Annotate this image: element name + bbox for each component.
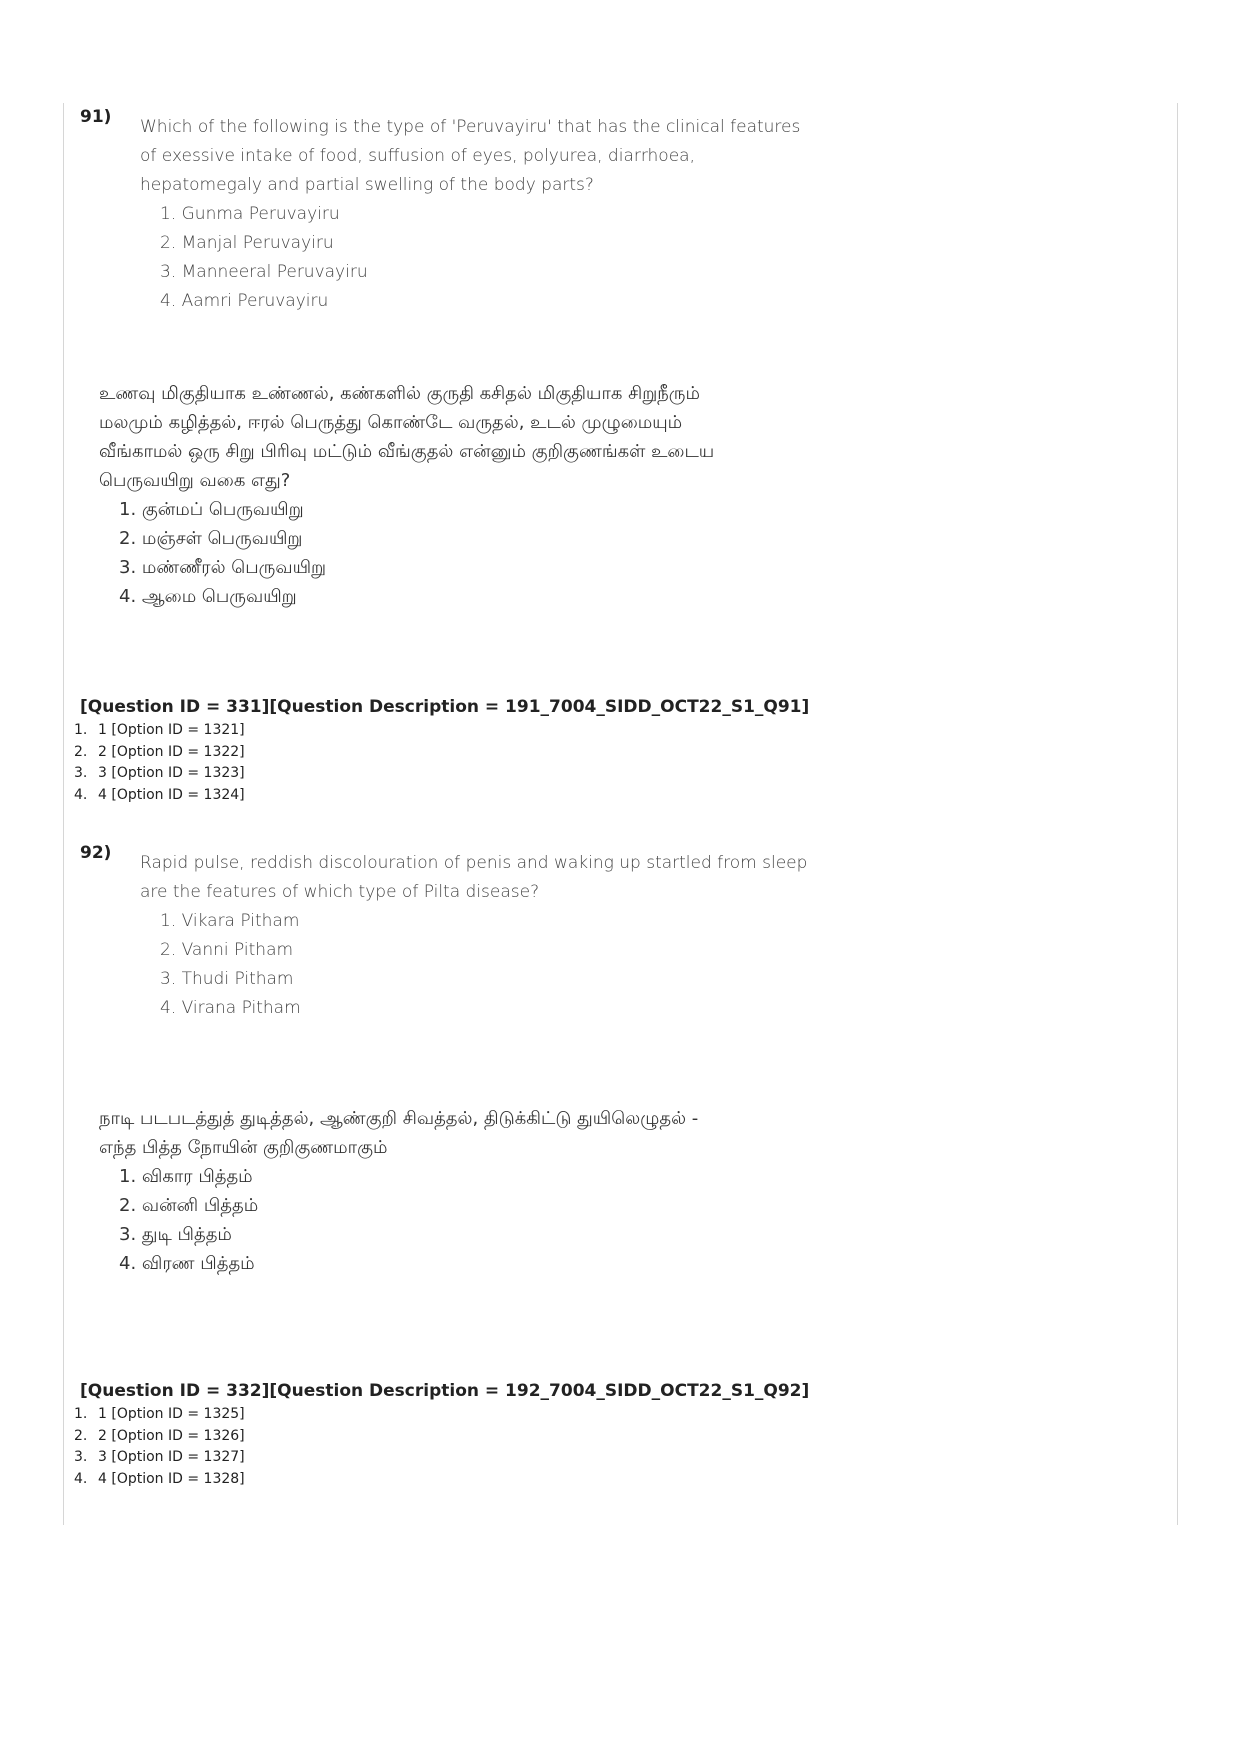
question-text-tamil	[99, 379, 739, 611]
option-item: 4. Virana Pitham	[160, 998, 301, 1018]
option-id-item: 2. 2 [Option ID = 1326]	[74, 1427, 245, 1444]
question-stem: Rapid pulse, reddish discolouration of penis and waking up startled from sleep are the features of which type of Pilta disease?	[140, 853, 808, 902]
question-meta: [Question ID = 331][Question Description = 191_7004_SIDD_OCT22_S1_Q91]	[80, 697, 810, 717]
option-item: 3. மண்ணீரல் பெருவயிறு	[119, 557, 327, 578]
option-list	[140, 907, 820, 1023]
question-number: 92)	[80, 843, 112, 863]
option-id-item: 3. 3 [Option ID = 1323]	[74, 765, 245, 781]
option-item: 1. குன்மப் பெருவயிறு	[119, 499, 304, 520]
option-item: 4. Aamri Peruvayiru	[160, 291, 329, 311]
option-item: 4. ஆமை பெருவயிறு	[119, 586, 297, 607]
option-id-item: 3. 3 [Option ID = 1327]	[74, 1449, 245, 1465]
option-item: 1. விகார பித்தம்	[119, 1166, 253, 1187]
question-stem: உணவு மிகுதியாக உண்ணல், கண்களில் குருதி கசிதல் மிகுதியாக சிறுநீரும் மலமும் கழித்தல், ஈரல் பெருத்து கொண்டே வருதல், உடல் முழுமையும் வீங்காமல் ஒரு சிறு பிரிவு மட்டும் வீங்குதல் என்னும் குறிகுணங்கள் உடைய பெருவயிறு வகை எது?	[99, 383, 715, 491]
option-id-list	[74, 1404, 245, 1490]
option-item: 1. Gunma Peruvayiru	[160, 204, 340, 224]
option-list	[99, 1162, 739, 1278]
page-border-left	[63, 103, 64, 1525]
question-text-english	[140, 113, 820, 316]
question-text-tamil	[99, 1104, 739, 1278]
option-item: 1. Vikara Pitham	[160, 911, 300, 931]
page-border-right	[1177, 103, 1178, 1525]
option-id-item: 4. 4 [Option ID = 1324]	[74, 786, 245, 803]
option-item: 3. துடி பித்தம்	[119, 1224, 232, 1245]
question-number: 91)	[80, 107, 112, 127]
option-item: 2. வன்னி பித்தம்	[119, 1195, 259, 1216]
option-id-item: 1. 1 [Option ID = 1321]	[74, 722, 245, 738]
option-item: 2. மஞ்சள் பெருவயிறு	[119, 528, 303, 549]
question-stem: நாடி படபடத்துத் துடித்தல், ஆண்குறி சிவத்தல், திடுக்கிட்டு துயிலெழுதல் - எந்த பித்த நோயின் குறிகுணமாகும்	[99, 1108, 699, 1158]
option-id-list	[74, 720, 245, 806]
option-item: 4. விரண பித்தம்	[119, 1253, 255, 1274]
option-list	[99, 495, 739, 611]
option-item: 3. Manneeral Peruvayiru	[160, 262, 368, 282]
option-list	[140, 200, 820, 316]
option-item: 2. Manjal Peruvayiru	[160, 233, 334, 253]
option-id-item: 1. 1 [Option ID = 1325]	[74, 1406, 245, 1422]
question-meta: [Question ID = 332][Question Description = 192_7004_SIDD_OCT22_S1_Q92]	[80, 1381, 810, 1401]
option-id-item: 4. 4 [Option ID = 1328]	[74, 1470, 245, 1487]
option-id-item: 2. 2 [Option ID = 1322]	[74, 743, 245, 760]
question-stem: Which of the following is the type of 'Peruvayiru' that has the clinical features of exessive intake of food, suffusion of eyes, polyurea, diarrhoea, hepatomegaly and partial swelling of the body parts?	[140, 117, 801, 195]
question-text-english	[140, 849, 820, 1023]
option-item: 2. Vanni Pitham	[160, 940, 294, 960]
option-item: 3. Thudi Pitham	[160, 969, 294, 989]
